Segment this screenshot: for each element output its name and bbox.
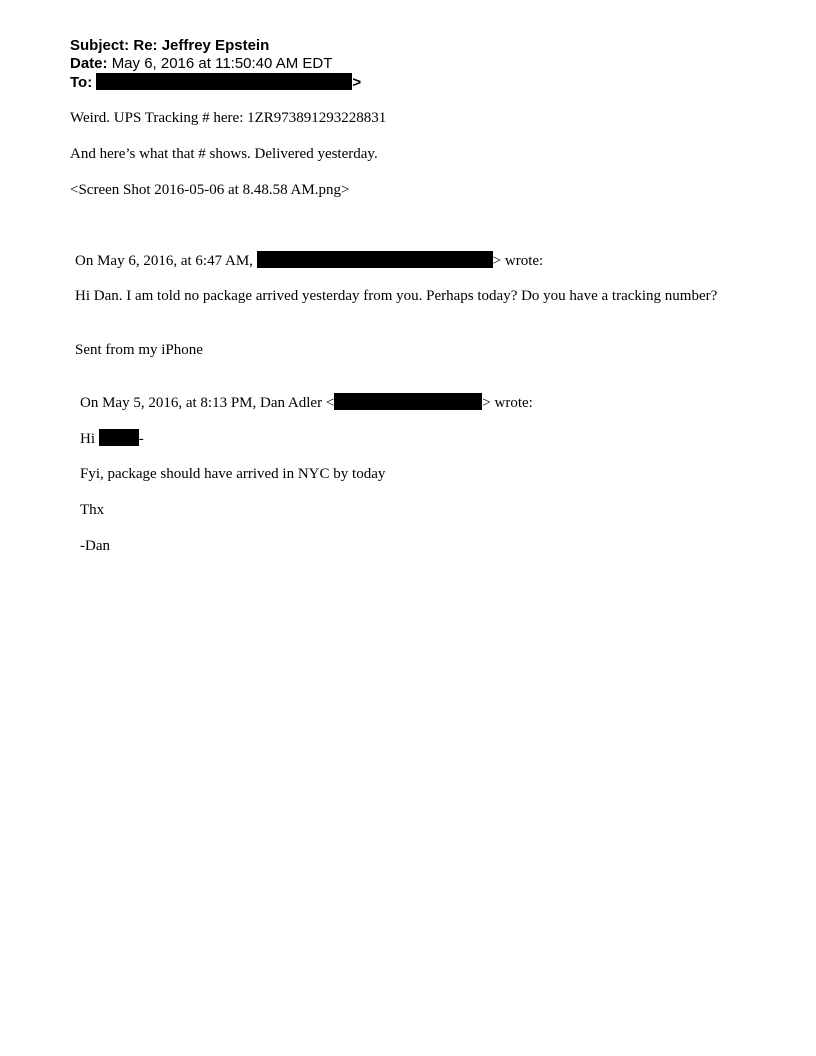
to-label: To: [70,74,93,91]
quote1-intro [75,251,543,270]
quote2-thanks: Thx [80,502,105,518]
quote1-intro-suffix: > wrote: [492,253,544,269]
quote2-greeting [80,429,144,448]
attachment-name: <Screen Shot 2016-05-06 at 8.48.58 AM.png> [70,182,350,198]
quote2-intro [80,393,533,412]
subject-label: Subject: [70,37,130,54]
to-suffix: > [352,74,362,91]
subject-value: Re: Jeffrey Epstein [133,37,270,54]
subject-line [70,37,269,55]
message-line-2: And here’s what that # shows. Delivered yesterday. [70,146,378,162]
quote2-intro-prefix: On May 5, 2016, at 8:13 PM, Dan Adler < [80,395,335,411]
date-line [70,55,332,73]
quote1-signature: Sent from my iPhone [75,342,203,358]
quote1-body: Hi Dan. I am told no package arrived yesterday from you. Perhaps today? Do you have a tracking number? [75,288,718,304]
quote1-intro-prefix: On May 6, 2016, at 6:47 AM, [75,253,253,269]
quote2-body: Fyi, package should have arrived in NYC by today [80,466,386,482]
redaction-bar [257,251,493,268]
message-line-1: Weird. UPS Tracking # here: 1ZR973891293228831 [70,110,387,126]
quote2-sign: -Dan [80,538,110,554]
to-line [70,73,361,92]
redaction-bar [99,429,139,446]
date-label: Date: [70,55,108,72]
redaction-bar [96,73,352,90]
quote2-greeting-prefix: Hi [80,431,95,447]
redaction-bar [334,393,482,410]
date-value: May 6, 2016 at 11:50:40 AM EDT [111,55,333,72]
quote2-greeting-suffix: - [138,431,144,447]
quote2-intro-suffix: > wrote: [482,395,533,411]
